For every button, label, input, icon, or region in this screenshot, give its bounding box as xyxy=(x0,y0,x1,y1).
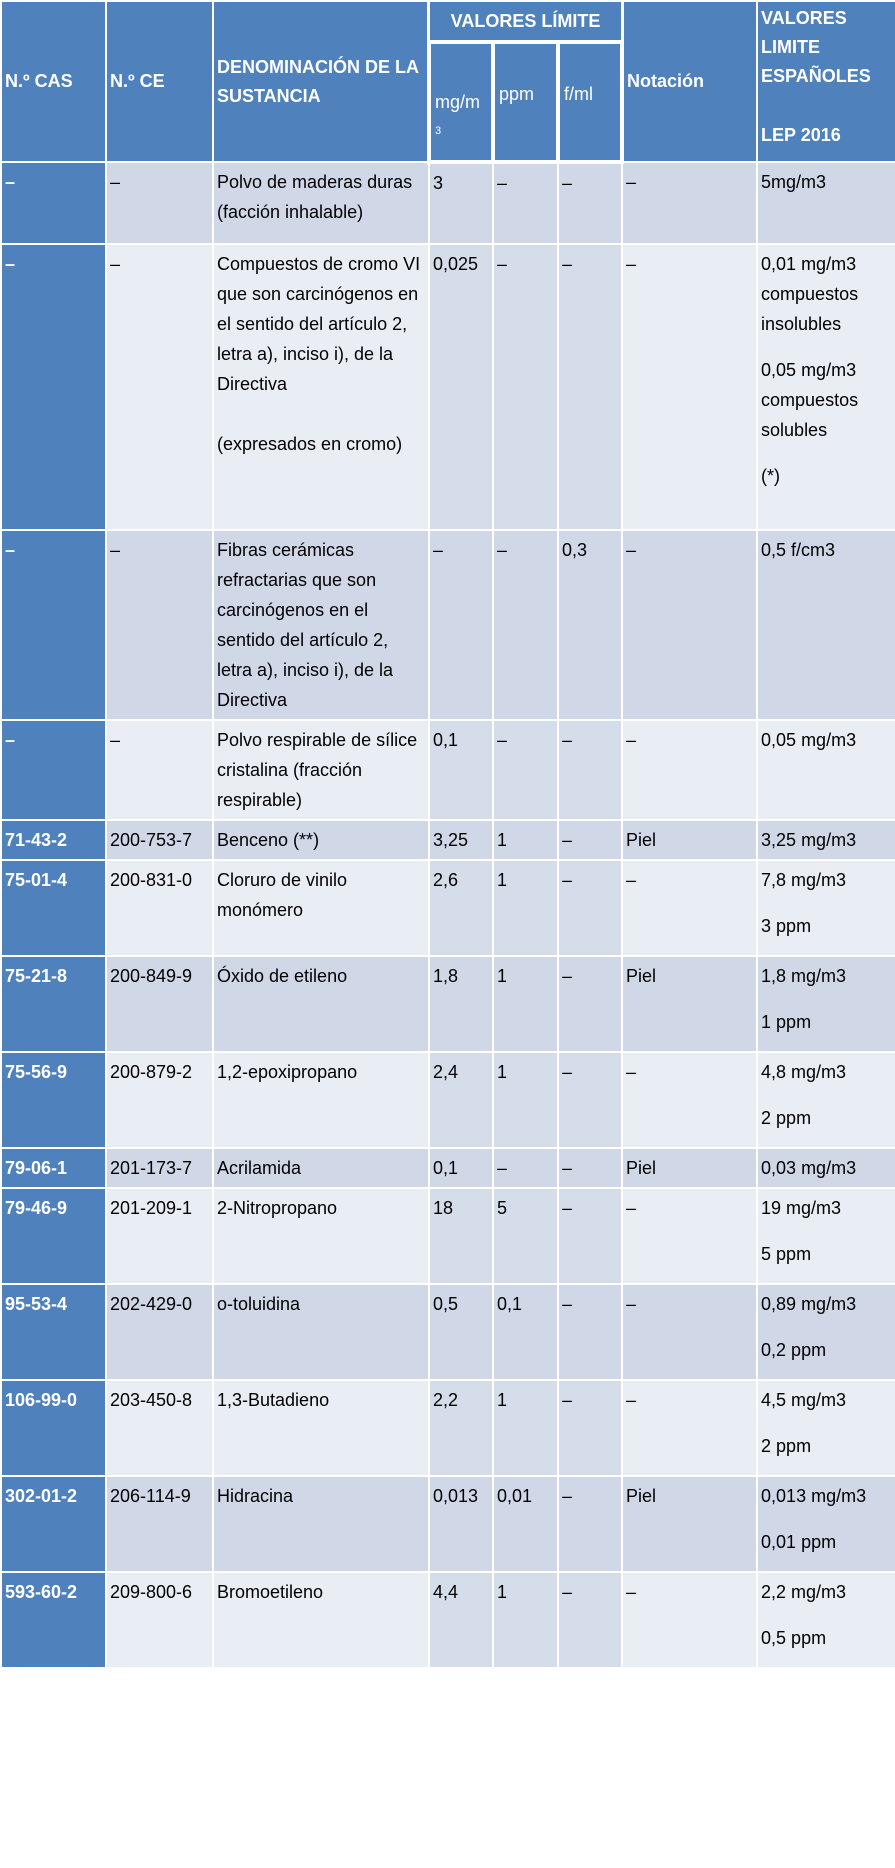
limit-mg: 0,025 xyxy=(429,244,493,530)
table-row xyxy=(1,1476,895,1572)
notation: – xyxy=(622,1380,757,1476)
limit-ppm: 1 xyxy=(493,1380,558,1476)
table-row xyxy=(1,720,895,820)
cas-number: – xyxy=(1,530,106,720)
table-header xyxy=(1,1,895,162)
limit-fml: 0,3 xyxy=(558,530,622,720)
notation: – xyxy=(622,720,757,820)
limit-ppm: 5 xyxy=(493,1188,558,1284)
spanish-limit xyxy=(757,860,895,956)
spanish-limit xyxy=(757,956,895,1052)
substance-name-line: Compuestos de cromo VI que son carcinógenos en el sentido del artículo 2, letra a), inciso i), de la Directiva xyxy=(217,254,421,394)
spanish-limit-line: 5mg/m3 xyxy=(761,172,827,192)
spanish-limit-line: 5 ppm xyxy=(761,1244,812,1264)
limit-fml: – xyxy=(558,244,622,530)
limit-fml: – xyxy=(558,720,622,820)
substance-name-line: Óxido de etileno xyxy=(217,966,348,986)
ce-number: 209-800-6 xyxy=(106,1572,213,1668)
table-row xyxy=(1,244,895,530)
cas-number: – xyxy=(1,720,106,820)
spanish-limit-line: 0,03 mg/m3 xyxy=(761,1158,857,1178)
substance-name-line: Benceno (**) xyxy=(217,830,320,850)
limit-ppm: – xyxy=(493,1148,558,1188)
table-row xyxy=(1,530,895,720)
substance-name-line: Polvo de maderas duras (facción inhalable) xyxy=(217,172,413,222)
limit-mg: 1,8 xyxy=(429,956,493,1052)
table-row xyxy=(1,1380,895,1476)
substance-name-line: Cloruro de vinilo monómero xyxy=(217,870,348,920)
limit-fml: – xyxy=(558,1476,622,1572)
spanish-limit xyxy=(757,820,895,860)
table-row xyxy=(1,1052,895,1148)
table-row xyxy=(1,1148,895,1188)
table-row xyxy=(1,956,895,1052)
limit-ppm: 1 xyxy=(493,1052,558,1148)
ce-number: – xyxy=(106,530,213,720)
ce-number: 201-209-1 xyxy=(106,1188,213,1284)
ce-number: 200-753-7 xyxy=(106,820,213,860)
cas-number: – xyxy=(1,162,106,244)
substance-name-line: 2-Nitropropano xyxy=(217,1198,338,1218)
notation: – xyxy=(622,1052,757,1148)
spanish-limit-line: 2 ppm xyxy=(761,1108,812,1128)
notation: Piel xyxy=(622,956,757,1052)
header-unit-fml: f/ml xyxy=(558,42,622,162)
limit-fml: – xyxy=(558,1572,622,1668)
substance-name xyxy=(213,1572,429,1668)
notation: Piel xyxy=(622,820,757,860)
notation: – xyxy=(622,860,757,956)
cas-number: 95-53-4 xyxy=(1,1284,106,1380)
limit-mg: 0,1 xyxy=(429,720,493,820)
substance-name-line: Fibras cerámicas refractarias que son carcinógenos en el sentido del artículo 2, letra a), inciso i), de la Directiva xyxy=(217,540,394,710)
substance-name xyxy=(213,162,429,244)
spanish-limit xyxy=(757,1148,895,1188)
spanish-limit xyxy=(757,1380,895,1476)
ce-number: 201-173-7 xyxy=(106,1148,213,1188)
limit-ppm: 1 xyxy=(493,1572,558,1668)
header-ce: N.º CE xyxy=(106,1,213,162)
spanish-limit xyxy=(757,1476,895,1572)
limit-mg: 4,4 xyxy=(429,1572,493,1668)
ce-number: – xyxy=(106,244,213,530)
spanish-limit-line: 2 ppm xyxy=(761,1436,812,1456)
table-row xyxy=(1,162,895,244)
substance-name-line xyxy=(217,399,425,429)
substance-name xyxy=(213,1380,429,1476)
limit-ppm: – xyxy=(493,720,558,820)
limit-mg: 3,25 xyxy=(429,820,493,860)
spanish-limit-line: 3,25 mg/m3 xyxy=(761,830,857,850)
notation: – xyxy=(622,530,757,720)
table-body xyxy=(1,162,895,1668)
limit-fml: – xyxy=(558,956,622,1052)
limit-fml: – xyxy=(558,1284,622,1380)
spanish-limit-line: 0,01 mg/m3 compuestos insolubles xyxy=(761,254,859,334)
table-row xyxy=(1,1572,895,1668)
header-limit-values: VALORES LÍMITE xyxy=(429,1,622,42)
ce-number: – xyxy=(106,162,213,244)
spanish-limit xyxy=(757,1188,895,1284)
ce-number: – xyxy=(106,720,213,820)
limit-mg: 0,1 xyxy=(429,1148,493,1188)
substance-name-line: Polvo respirable de sílice cristalina (fracción respirable) xyxy=(217,730,418,810)
header-spanish-limits xyxy=(757,1,895,162)
limit-fml: – xyxy=(558,1052,622,1148)
cas-number: 593-60-2 xyxy=(1,1572,106,1668)
cas-number: 75-56-9 xyxy=(1,1052,106,1148)
limit-fml: – xyxy=(558,162,622,244)
notation: – xyxy=(622,1284,757,1380)
limit-fml: – xyxy=(558,1188,622,1284)
header-substance-name: DENOMINACIÓN DE LA SUSTANCIA xyxy=(213,1,429,162)
substance-name xyxy=(213,244,429,530)
spanish-limit xyxy=(757,720,895,820)
cas-number: 79-06-1 xyxy=(1,1148,106,1188)
substance-name-line: Bromoetileno xyxy=(217,1582,324,1602)
limit-fml: – xyxy=(558,860,622,956)
substance-name xyxy=(213,956,429,1052)
ce-number: 203-450-8 xyxy=(106,1380,213,1476)
cas-number: – xyxy=(1,244,106,530)
spanish-limit xyxy=(757,244,895,530)
limit-mg: 2,6 xyxy=(429,860,493,956)
header-cas: N.º CAS xyxy=(1,1,106,162)
substance-name xyxy=(213,1052,429,1148)
limit-mg: 2,2 xyxy=(429,1380,493,1476)
header-spanish-title: VALORES LIMITE ESPAÑOLES xyxy=(761,8,871,86)
spanish-limit-line: 0,05 mg/m3 xyxy=(761,730,857,750)
substance-name-line: 1,2-epoxipropano xyxy=(217,1062,358,1082)
substance-name-line: Hidracina xyxy=(217,1486,294,1506)
spanish-limit-line: 2,2 mg/m3 xyxy=(761,1582,847,1602)
spanish-limit-line: 0,013 mg/m3 xyxy=(761,1486,867,1506)
spanish-limit-line: (*) xyxy=(761,466,781,486)
substance-name xyxy=(213,1284,429,1380)
limit-ppm: 0,1 xyxy=(493,1284,558,1380)
spanish-limit-line: 7,8 mg/m3 xyxy=(761,870,847,890)
spanish-limit-line: 0,5 f/cm3 xyxy=(761,540,836,560)
limit-fml: – xyxy=(558,1148,622,1188)
ce-number: 200-879-2 xyxy=(106,1052,213,1148)
substance-name xyxy=(213,820,429,860)
limit-ppm: 1 xyxy=(493,860,558,956)
table-row xyxy=(1,1284,895,1380)
header-unit-mg: mg/m 3 xyxy=(429,42,493,162)
limit-mg: 0,5 xyxy=(429,1284,493,1380)
spanish-limit xyxy=(757,162,895,244)
limit-ppm: 1 xyxy=(493,820,558,860)
spanish-limit xyxy=(757,530,895,720)
limit-ppm: 1 xyxy=(493,956,558,1052)
table-row xyxy=(1,820,895,860)
notation: – xyxy=(622,1188,757,1284)
cas-number: 71-43-2 xyxy=(1,820,106,860)
spanish-limit xyxy=(757,1284,895,1380)
substance-name-line: 1,3-Butadieno xyxy=(217,1390,330,1410)
header-unit-ppm: ppm xyxy=(493,42,558,162)
substance-name xyxy=(213,860,429,956)
cas-number: 79-46-9 xyxy=(1,1188,106,1284)
ce-number: 206-114-9 xyxy=(106,1476,213,1572)
notation: – xyxy=(622,244,757,530)
substance-name xyxy=(213,1148,429,1188)
substance-name xyxy=(213,1188,429,1284)
limit-ppm: – xyxy=(493,162,558,244)
header-notation: Notación xyxy=(622,1,757,162)
spanish-limit xyxy=(757,1572,895,1668)
spanish-limit-line: 0,5 ppm xyxy=(761,1628,827,1648)
spanish-limit-line: 1 ppm xyxy=(761,1012,812,1032)
table-row xyxy=(1,1188,895,1284)
spanish-limit-line: 4,5 mg/m3 xyxy=(761,1390,847,1410)
notation: Piel xyxy=(622,1476,757,1572)
header-lep-year: LEP 2016 xyxy=(761,125,841,145)
ce-number: 202-429-0 xyxy=(106,1284,213,1380)
table-row xyxy=(1,860,895,956)
limit-mg: 2,4 xyxy=(429,1052,493,1148)
limit-mg: 0,013 xyxy=(429,1476,493,1572)
spanish-limit-line: 1,8 mg/m3 xyxy=(761,966,847,986)
spanish-limit-line: 3 ppm xyxy=(761,916,812,936)
limit-mg: 18 xyxy=(429,1188,493,1284)
substance-name xyxy=(213,530,429,720)
limit-fml: – xyxy=(558,820,622,860)
cas-number: 75-01-4 xyxy=(1,860,106,956)
notation: – xyxy=(622,162,757,244)
spanish-limit-line: 0,2 ppm xyxy=(761,1340,827,1360)
limit-mg: 3 xyxy=(429,162,493,244)
limit-ppm: 0,01 xyxy=(493,1476,558,1572)
cas-number: 75-21-8 xyxy=(1,956,106,1052)
limit-ppm: – xyxy=(493,530,558,720)
substance-name-line: Acrilamida xyxy=(217,1158,302,1178)
substance-name-line: (expresados en cromo) xyxy=(217,434,403,454)
spanish-limit-line: 19 mg/m3 xyxy=(761,1198,842,1218)
substance-name xyxy=(213,720,429,820)
substance-name-line: o-toluidina xyxy=(217,1294,301,1314)
limit-ppm: – xyxy=(493,244,558,530)
spanish-limit-line: 0,01 ppm xyxy=(761,1532,837,1552)
spanish-limit-line: 0,89 mg/m3 xyxy=(761,1294,857,1314)
notation: – xyxy=(622,1572,757,1668)
spanish-limit-line: 0,05 mg/m3 compuestos solubles xyxy=(761,360,859,440)
cas-number: 302-01-2 xyxy=(1,1476,106,1572)
ce-number: 200-831-0 xyxy=(106,860,213,956)
spanish-limit-line: 4,8 mg/m3 xyxy=(761,1062,847,1082)
cas-number: 106-99-0 xyxy=(1,1380,106,1476)
spanish-limit xyxy=(757,1052,895,1148)
notation: Piel xyxy=(622,1148,757,1188)
limit-mg: – xyxy=(429,530,493,720)
limit-fml: – xyxy=(558,1380,622,1476)
substance-name xyxy=(213,1476,429,1572)
ce-number: 200-849-9 xyxy=(106,956,213,1052)
